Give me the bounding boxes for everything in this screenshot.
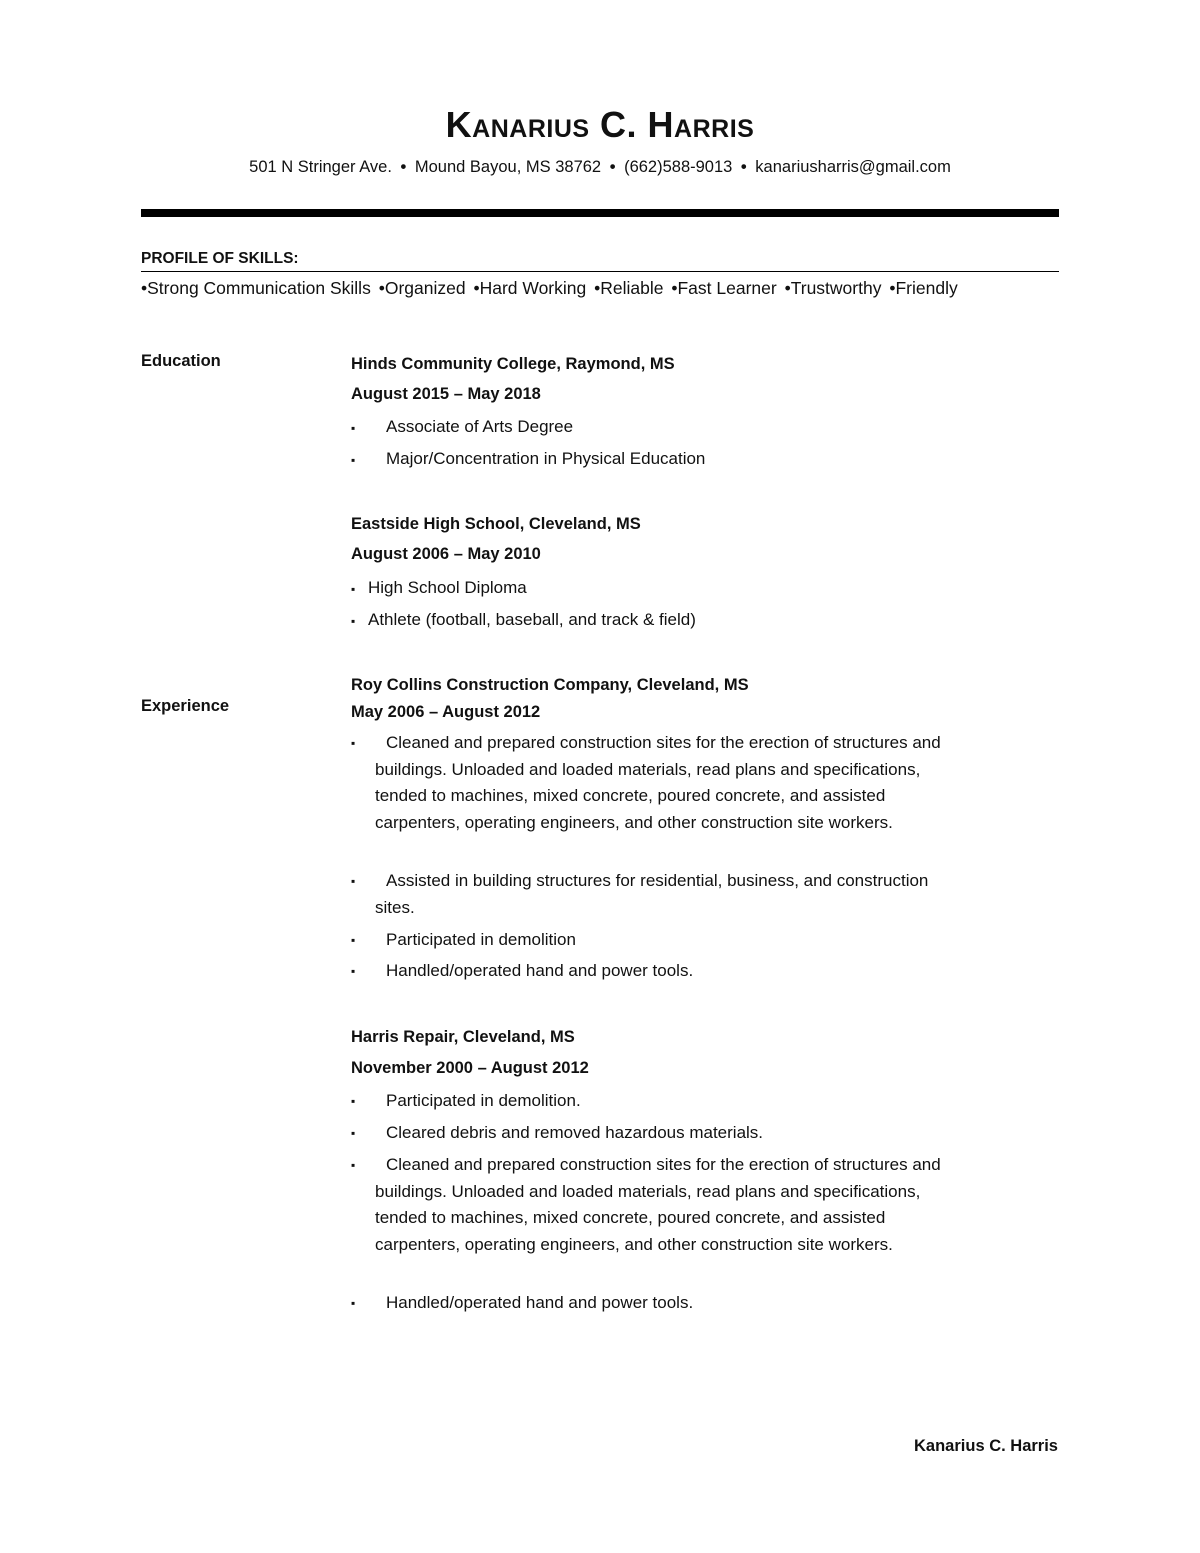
job-bullet [351,1290,971,1317]
bullet-text: Participated in demolition [386,930,576,949]
bullet-icon: ▪ [351,933,356,947]
header-divider [141,209,1059,217]
skills-heading: PROFILE OF SKILLS: [141,250,299,267]
bullet-icon: ▪ [351,964,356,978]
bullet-text: Participated in demolition. [386,1091,581,1110]
education-bullet [351,607,696,634]
job-title: Harris Repair, Cleveland, MS [351,1028,575,1046]
bullet-text: Cleaned and prepared construction sites for the erection of structures and buildings. Unloaded and loaded materials, read plans and specifications, tended to machines, mixed concrete, poured concrete, and assisted carpenters, operating engineers, and other construction site workers. [375,1155,941,1254]
education-label: Education [141,352,221,370]
skill-item: •Friendly [889,278,958,298]
job-title: Roy Collins Construction Company, Cleveland, MS [351,676,749,694]
bullet-text: Handled/operated hand and power tools. [386,961,694,980]
skills-divider [141,271,1059,272]
separator-dot: • [740,158,747,176]
bullet-icon: ▪ [351,1094,356,1108]
bullet-text: Associate of Arts Degree [386,417,574,436]
bullet-icon: ▪ [351,1126,356,1140]
education-school-title: Eastside High School, Cleveland, MS [351,515,641,533]
job-bullet [351,868,971,921]
experience-label: Experience [141,697,230,715]
skill-item: •Trustworthy [784,278,882,298]
bullet-icon: ▪ [351,582,356,596]
email-text: kanariusharris@gmail.com [755,158,951,176]
skill-item: •Fast Learner [671,278,777,298]
bullet-text: Cleared debris and removed hazardous materials. [386,1123,764,1142]
job-bullet [351,958,971,985]
bullet-icon: ▪ [351,1296,356,1310]
bullet-icon: ▪ [351,874,356,888]
job-bullet [351,1088,971,1115]
education-bullet [351,575,527,602]
job-bullet [351,1152,971,1258]
separator-dot: • [609,158,616,176]
city-text: Mound Bayou, MS 38762 [414,158,602,176]
education-dates: August 2006 – May 2010 [351,545,541,563]
phone-text: (662)588-9013 [624,158,733,176]
bullet-icon: ▪ [351,736,356,750]
footer-name: Kanarius C. Harris [914,1437,1058,1455]
education-bullet [351,446,705,473]
bullet-icon: ▪ [351,1158,356,1172]
bullet-text: Cleaned and prepared construction sites for the erection of structures and buildings. Unloaded and loaded materials, read plans and specifications, tended to machines, mixed concrete, poured concrete, and assisted carpenters, operating engineers, and other construction site workers. [375,733,941,832]
bullet-text: Athlete (football, baseball, and track & field) [368,610,696,629]
skills-list [141,278,1071,299]
bullet-icon: ▪ [351,453,356,467]
bullet-icon: ▪ [351,614,356,628]
address-text: 501 N Stringer Ave. [249,158,392,176]
education-dates: August 2015 – May 2018 [351,385,541,403]
bullet-text: High School Diploma [368,578,527,597]
education-school-title: Hinds Community College, Raymond, MS [351,355,675,373]
skill-item: •Organized [378,278,466,298]
bullet-text: Assisted in building structures for residential, business, and construction sites. [375,871,929,917]
job-dates: November 2000 – August 2012 [351,1059,589,1077]
skill-item: •Hard Working [473,278,587,298]
job-bullet [351,1120,971,1147]
job-bullet [351,730,971,836]
bullet-text: Handled/operated hand and power tools. [386,1293,694,1312]
candidate-name: Kanarius C. Harris [445,104,755,145]
separator-dot: • [400,158,407,176]
job-dates: May 2006 – August 2012 [351,703,541,721]
skill-item: •Reliable [594,278,664,298]
bullet-icon: ▪ [351,421,356,435]
contact-line [0,158,1200,177]
job-bullet [351,927,971,954]
education-bullet [351,414,573,441]
bullet-text: Major/Concentration in Physical Education [386,449,706,468]
skill-item: •Strong Communication Skills [141,278,371,298]
